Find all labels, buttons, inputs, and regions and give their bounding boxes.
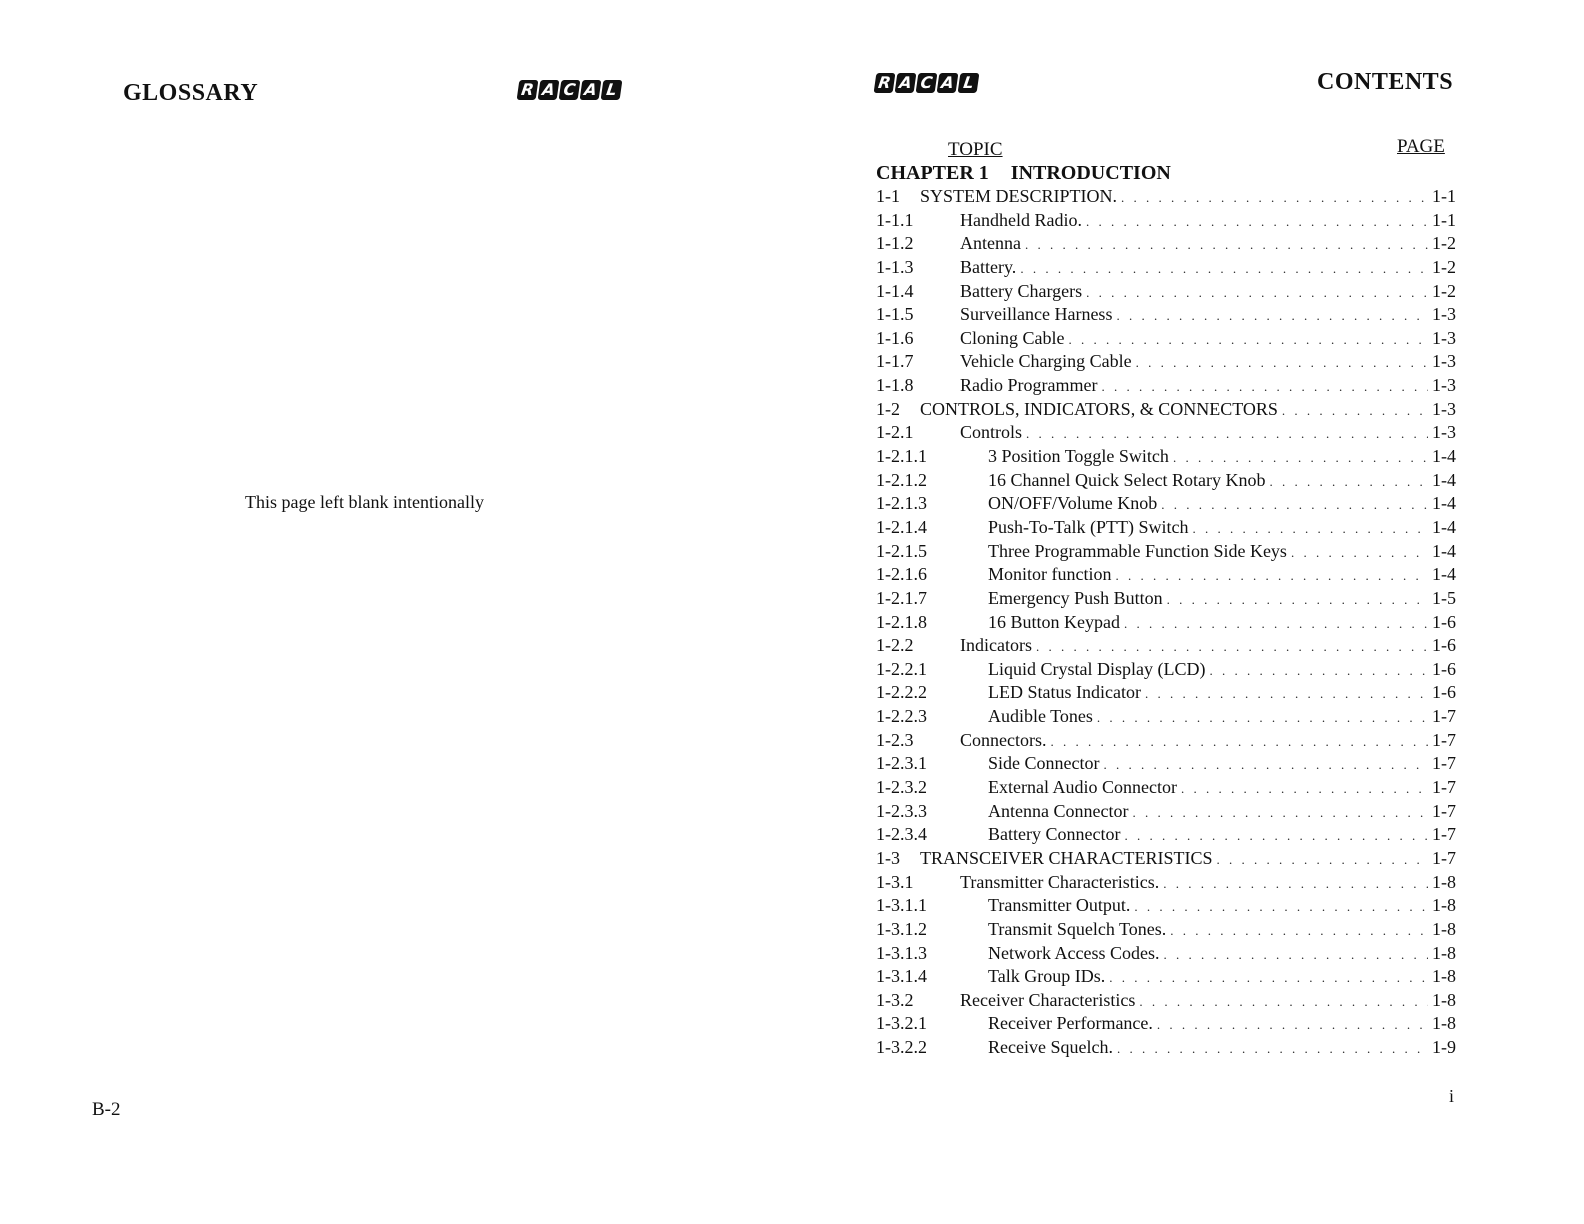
- toc-entry[interactable]: [876, 824, 1456, 848]
- toc-entry-page: 1-8: [1432, 871, 1456, 892]
- dot-leader: [1026, 426, 1428, 442]
- toc-entry-page: 1-8: [1432, 989, 1456, 1010]
- toc-entry[interactable]: [876, 210, 1456, 234]
- dot-leader: [1069, 332, 1429, 348]
- toc-entry-title: 3 Position Toggle Switch: [988, 446, 1169, 467]
- toc-entry[interactable]: [876, 635, 1456, 659]
- toc-entry[interactable]: [876, 588, 1456, 612]
- toc-entry-title: Talk Group IDs.: [988, 966, 1106, 987]
- toc-entry-title: CONTROLS, INDICATORS, & CONNECTORS: [920, 398, 1278, 419]
- toc-entry[interactable]: [876, 493, 1456, 517]
- toc-entry-title: Surveillance Harness: [960, 304, 1113, 325]
- toc-entry-number: 1-2.2.1: [876, 658, 927, 679]
- toc-entry-title: SYSTEM DESCRIPTION.: [920, 186, 1118, 206]
- toc-entry-number: 1-3.2: [876, 989, 914, 1010]
- toc-entry-number: 1-2.1.5: [876, 540, 927, 561]
- dot-leader: [1173, 450, 1428, 466]
- toc-entry-number: 1-2.1.2: [876, 469, 927, 490]
- toc-entry[interactable]: [876, 422, 1456, 446]
- racal-logo: R A C A L: [875, 73, 978, 93]
- toc-entry[interactable]: [876, 257, 1456, 281]
- toc-entry[interactable]: [876, 706, 1456, 730]
- toc-entry-number: 1-1.7: [876, 351, 914, 372]
- toc-entry-number: 1-3.1.2: [876, 918, 927, 939]
- toc-entry[interactable]: [876, 895, 1456, 919]
- toc-entry[interactable]: [876, 446, 1456, 470]
- toc-entry[interactable]: [876, 966, 1456, 990]
- toc-entry-page: 1-4: [1432, 493, 1456, 514]
- toc-entry-number: 1-2.1.7: [876, 587, 927, 608]
- toc-entry[interactable]: [876, 186, 1456, 210]
- toc-entry-number: 1-2.3.4: [876, 824, 927, 845]
- page-number: i: [1449, 1086, 1455, 1106]
- toc-entry-title: Transmitter Characteristics.: [960, 871, 1160, 892]
- dot-leader: [1269, 474, 1428, 490]
- toc-entry-number: 1-2.1.3: [876, 493, 927, 514]
- toc-entry[interactable]: [876, 753, 1456, 777]
- toc-entry-number: 1-3.2.1: [876, 1013, 927, 1034]
- toc-entry-title: Controls: [960, 422, 1023, 443]
- dot-leader: [1167, 592, 1428, 608]
- toc-entry-page: 1-7: [1432, 847, 1456, 868]
- toc-entry-number: 1-3.1.3: [876, 942, 927, 963]
- dot-leader: [1163, 947, 1428, 963]
- toc-entry-page: 1-1: [1432, 209, 1456, 230]
- toc-entry-number: 1-1.2: [876, 233, 914, 254]
- dot-leader: [1139, 994, 1428, 1010]
- toc-entry-page: 1-4: [1432, 540, 1456, 561]
- toc-entry-page: 1-2: [1432, 233, 1456, 254]
- toc-entry-title: ON/OFF/Volume Knob: [988, 493, 1158, 514]
- toc-entry[interactable]: [876, 470, 1456, 494]
- toc-entry-title: Radio Programmer: [960, 375, 1098, 396]
- toc-entry-page: 1-8: [1432, 918, 1456, 939]
- toc-entry-number: 1-1.4: [876, 280, 914, 301]
- dot-leader: [1163, 876, 1428, 892]
- chapter-label: CHAPTER 1: [876, 162, 989, 184]
- dot-leader: [1291, 545, 1428, 561]
- toc-entry[interactable]: [876, 730, 1456, 754]
- toc-entry-title: Monitor function: [988, 564, 1112, 585]
- toc-entry-title: Side Connector: [988, 753, 1100, 774]
- toc-entry-page: 1-4: [1432, 446, 1456, 467]
- dot-leader: [1157, 1017, 1428, 1033]
- toc-entry-number: 1-2.1.4: [876, 516, 927, 537]
- dot-leader: [1209, 663, 1428, 679]
- toc-entry-number: 1-2: [876, 398, 900, 419]
- toc-entry-page: 1-8: [1432, 1013, 1456, 1034]
- chapter-heading: [876, 162, 1171, 185]
- dot-leader: [1132, 805, 1428, 821]
- toc-entry-number: 1-2.3: [876, 729, 914, 750]
- toc-entry-number: 1-1.5: [876, 304, 914, 325]
- toc-entry[interactable]: [876, 1013, 1456, 1037]
- toc-entry-number: 1-2.1.1: [876, 446, 927, 467]
- dot-leader: [1145, 686, 1428, 702]
- toc-entry-number: 1-3.2.2: [876, 1037, 927, 1058]
- toc-entry-page: 1-7: [1432, 777, 1456, 798]
- toc-entry[interactable]: [876, 1037, 1456, 1061]
- toc-entry[interactable]: [876, 872, 1456, 896]
- toc-entry-title: External Audio Connector: [988, 777, 1177, 798]
- toc-entry[interactable]: [876, 375, 1456, 399]
- toc-entry[interactable]: [876, 541, 1456, 565]
- toc-entry-number: 1-2.3.2: [876, 777, 927, 798]
- toc-entry[interactable]: [876, 848, 1456, 872]
- toc-entry-title: Network Access Codes.: [988, 942, 1160, 963]
- dot-leader: [1217, 852, 1428, 868]
- page-title: CONTENTS: [1317, 69, 1454, 95]
- toc-entry[interactable]: [876, 943, 1456, 967]
- dot-leader: [1136, 355, 1428, 371]
- dot-leader: [1020, 261, 1428, 277]
- toc-entry[interactable]: [876, 517, 1456, 541]
- toc-entry-number: 1-3.1.1: [876, 895, 927, 916]
- toc-entry-page: 1-6: [1432, 635, 1456, 656]
- dot-leader: [1134, 899, 1428, 915]
- dot-leader: [1124, 616, 1428, 632]
- toc-entry-page: 1-4: [1432, 516, 1456, 537]
- toc-entry-number: 1-2.3.1: [876, 753, 927, 774]
- dot-leader: [1025, 237, 1428, 253]
- page-number: B-2: [92, 1099, 121, 1120]
- dot-leader: [1181, 781, 1428, 797]
- toc-entry-title: Receive Squelch.: [988, 1037, 1113, 1058]
- page-title: GLOSSARY: [123, 80, 259, 106]
- toc-entry[interactable]: [876, 659, 1456, 683]
- toc-entry-page: 1-7: [1432, 753, 1456, 774]
- racal-logo: R A C A L: [518, 80, 621, 100]
- chapter-name: INTRODUCTION: [1010, 162, 1171, 184]
- toc-topic-header: TOPIC: [948, 139, 1003, 160]
- toc-entry[interactable]: [876, 351, 1456, 375]
- toc-entry-title: Receiver Performance.: [988, 1013, 1153, 1034]
- toc-entry-number: 1-1.6: [876, 327, 914, 348]
- toc-entry[interactable]: [876, 919, 1456, 943]
- toc-entry-page: 1-7: [1432, 706, 1456, 727]
- toc-entry-number: 1-2.1.6: [876, 564, 927, 585]
- toc-entry-number: 1-2.1: [876, 422, 914, 443]
- toc-entry-number: 1-1.8: [876, 375, 914, 396]
- toc-entry-title: TRANSCEIVER CHARACTERISTICS: [920, 847, 1213, 868]
- toc-entry-page: 1-3: [1432, 398, 1456, 419]
- toc-entry-number: 1-2.2: [876, 635, 914, 656]
- toc-entry[interactable]: [876, 281, 1456, 305]
- toc-entry[interactable]: [876, 777, 1456, 801]
- toc-entry-page: 1-6: [1432, 682, 1456, 703]
- toc-entry-title: Emergency Push Button: [988, 587, 1163, 608]
- toc-list: [876, 186, 1456, 1061]
- toc-entry[interactable]: [876, 801, 1456, 825]
- dot-leader: [1097, 710, 1428, 726]
- toc-entry-page: 1-8: [1432, 942, 1456, 963]
- dot-leader: [1050, 734, 1428, 750]
- toc-entry-title: Transmit Squelch Tones.: [988, 918, 1167, 939]
- toc-entry-number: 1-3: [876, 847, 900, 868]
- toc-entry-number: 1-2.1.8: [876, 611, 927, 632]
- toc-entry-page: 1-9: [1432, 1037, 1456, 1058]
- dot-leader: [1116, 308, 1428, 324]
- toc-entry-number: 1-1.3: [876, 256, 914, 277]
- toc-entry-title: Cloning Cable: [960, 327, 1065, 348]
- right-page: [792, 0, 1584, 1224]
- toc-entry-title: Liquid Crystal Display (LCD): [988, 658, 1206, 679]
- toc-entry[interactable]: [876, 328, 1456, 352]
- dot-leader: [1116, 568, 1429, 584]
- toc-entry-number: 1-1.1: [876, 209, 914, 230]
- toc-entry-title: 16 Button Keypad: [988, 611, 1120, 632]
- toc-entry-page: 1-4: [1432, 564, 1456, 585]
- toc-entry[interactable]: [876, 682, 1456, 706]
- toc-entry[interactable]: [876, 612, 1456, 636]
- toc-entry-title: 16 Channel Quick Select Rotary Knob: [988, 469, 1266, 490]
- dot-leader: [1086, 285, 1428, 301]
- toc-entry-number: 1-1: [876, 186, 900, 206]
- toc-entry-number: 1-3.1: [876, 871, 914, 892]
- toc-entry-title: Antenna: [960, 233, 1021, 254]
- dot-leader: [1109, 970, 1428, 986]
- dot-leader: [1103, 757, 1428, 773]
- toc-entry-page: 1-3: [1432, 304, 1456, 325]
- toc-entry-page: 1-7: [1432, 800, 1456, 821]
- toc-entry-page: 1-7: [1432, 824, 1456, 845]
- toc-entry-title: Battery Connector: [988, 824, 1121, 845]
- toc-entry-title: Indicators: [960, 635, 1032, 656]
- toc-entry-number: 1-2.2.2: [876, 682, 927, 703]
- toc-entry[interactable]: [876, 990, 1456, 1014]
- toc-entry-title: LED Status Indicator: [988, 682, 1141, 703]
- dot-leader: [1161, 497, 1428, 513]
- toc-entry-page: 1-1: [1432, 186, 1456, 206]
- toc-entry[interactable]: [876, 233, 1456, 257]
- toc-entry-page: 1-8: [1432, 895, 1456, 916]
- dot-leader: [1117, 1041, 1428, 1057]
- dot-leader: [1101, 379, 1428, 395]
- toc-entry-page: 1-3: [1432, 375, 1456, 396]
- toc-entry-title: Connectors.: [960, 729, 1047, 750]
- toc-entry-page: 1-7: [1432, 729, 1456, 750]
- toc-entry-number: 1-2.2.3: [876, 706, 927, 727]
- toc-entry[interactable]: [876, 304, 1456, 328]
- toc-entry-title: Vehicle Charging Cable: [960, 351, 1132, 372]
- toc-entry-page: 1-6: [1432, 658, 1456, 679]
- toc-entry-page: 1-5: [1432, 587, 1456, 608]
- toc-entry-title: Battery.: [960, 256, 1017, 277]
- toc-entry-page: 1-2: [1432, 256, 1456, 277]
- toc-entry-number: 1-2.3.3: [876, 800, 927, 821]
- toc-entry-title: Transmitter Output.: [988, 895, 1131, 916]
- toc-entry[interactable]: [876, 399, 1456, 423]
- dot-leader: [1086, 214, 1428, 230]
- toc-entry-number: 1-3.1.4: [876, 966, 927, 987]
- toc-page-header: PAGE: [1397, 136, 1445, 157]
- toc-entry-title: Battery Chargers: [960, 280, 1083, 301]
- dot-leader: [1170, 923, 1428, 939]
- toc-entry-title: Receiver Characteristics: [960, 989, 1136, 1010]
- toc-entry-page: 1-8: [1432, 966, 1456, 987]
- toc-entry-page: 1-3: [1432, 327, 1456, 348]
- toc-entry-title: Antenna Connector: [988, 800, 1129, 821]
- toc-entry[interactable]: [876, 564, 1456, 588]
- dot-leader: [1124, 828, 1428, 844]
- dot-leader: [1036, 639, 1428, 655]
- toc-entry-title: Handheld Radio.: [960, 209, 1082, 230]
- toc-entry-page: 1-2: [1432, 280, 1456, 301]
- toc-entry-title: Push-To-Talk (PTT) Switch: [988, 516, 1189, 537]
- toc-entry-page: 1-6: [1432, 611, 1456, 632]
- toc-entry-title: Audible Tones: [988, 706, 1093, 727]
- toc-entry-page: 1-4: [1432, 469, 1456, 490]
- dot-leader: [1192, 521, 1428, 537]
- toc-entry-page: 1-3: [1432, 422, 1456, 443]
- toc-entry-page: 1-3: [1432, 351, 1456, 372]
- dot-leader: [1121, 190, 1428, 206]
- toc-entry-title: Three Programmable Function Side Keys: [988, 540, 1287, 561]
- dot-leader: [1282, 403, 1428, 419]
- blank-page-note: This page left blank intentionally: [245, 492, 484, 512]
